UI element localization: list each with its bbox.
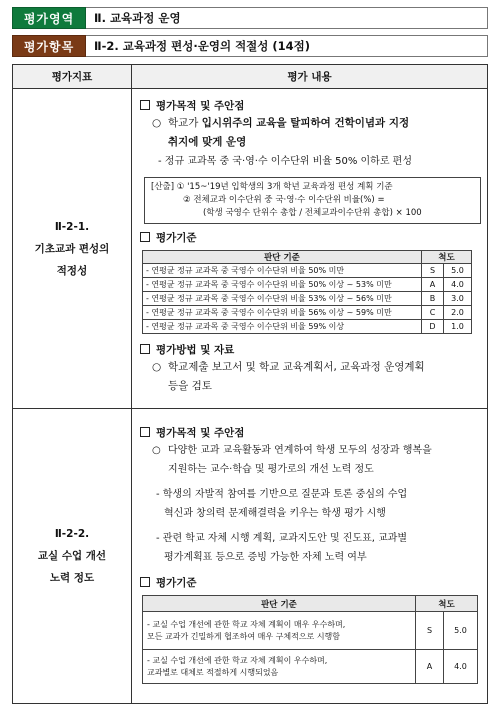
evaluation-area-header (12, 7, 488, 29)
purpose-dash-line: - 정규 교과목 중 국·영·수 이수단위 비율 50% 이하로 편성 (158, 156, 413, 167)
criteria-score: 5.0 (444, 264, 472, 278)
criteria-text: - 연평균 정규 교과목 중 국영수 이수단위 비율 50% 이상 ~ 53% 미만 (143, 278, 422, 292)
criteria-text (143, 612, 416, 650)
checkbox-square-icon (140, 344, 150, 354)
table-row (143, 320, 472, 334)
purpose-text-2: 지원하는 교수·학습 및 평가로의 개선 노력 정도 (168, 464, 374, 475)
circle-bullet-icon: ○ (152, 445, 161, 456)
purpose-text: 다양한 교과 교육활동과 연계하여 학생 모두의 성장과 행복을 (168, 445, 432, 456)
purpose-text: 학교가 (168, 117, 202, 129)
section-title (140, 340, 481, 358)
criteria-text: - 연평균 정규 교과목 중 국영수 이수단위 비율 53% 이상 ~ 56% 미만 (143, 292, 422, 306)
criteria-table (142, 595, 478, 684)
section-title-text: 평가기준 (156, 231, 197, 244)
evaluation-item-title: Ⅱ-2. 교육과정 편성·운영의 적절성 (14점) (86, 35, 488, 57)
criteria-basis-header: 판단 기준 (143, 251, 422, 264)
indicator-content-cell (132, 89, 487, 408)
criteria-basis-header: 판단 기준 (143, 596, 416, 612)
criteria-text-line2: 교과별로 대체로 적절하게 시행되었음 (147, 667, 279, 677)
circle-bullet-icon: ○ (152, 361, 162, 373)
calculation-box (144, 177, 481, 224)
section-title-text: 평가기준 (156, 576, 197, 589)
criteria-grade: C (422, 306, 444, 320)
indicator-name-cell (13, 89, 132, 408)
table-row (143, 264, 472, 278)
table-row (143, 612, 478, 650)
method-text-2: 등을 검토 (168, 380, 212, 392)
indicator-name-line2: 노력 정도 (49, 572, 95, 584)
dash-item-1-line2: 혁신과 창의력 문제해결력을 키우는 학생 평가 시행 (164, 508, 386, 519)
indicator-name-line1: 기초교과 편성의 (34, 242, 110, 255)
criteria-grade: D (422, 320, 444, 334)
indicator-name-cell (13, 409, 132, 703)
criteria-scale-header: 척도 (416, 596, 478, 612)
evaluation-area-tag: 평가영역 (12, 7, 86, 29)
section-title-text: 평가목적 및 주안점 (156, 426, 245, 439)
criteria-grade: S (422, 264, 444, 278)
dash-item-2-line2: 평가계획표 등으로 증빙 가능한 자체 노력 여부 (164, 552, 367, 563)
indicator-name-line1: 교실 수업 개선 (37, 550, 107, 562)
section-title-text: 평가목적 및 주안점 (156, 99, 245, 112)
purpose-paragraph (140, 441, 481, 479)
circle-bullet-icon: ○ (152, 117, 162, 129)
criteria-score: 2.0 (444, 306, 472, 320)
evaluation-table (12, 64, 488, 704)
section-title (140, 573, 481, 591)
table-row (143, 306, 472, 320)
table-header-row (13, 65, 487, 89)
indicator-row-2-2-2 (13, 409, 487, 703)
criteria-score: 1.0 (444, 320, 472, 334)
checkbox-square-icon (140, 232, 150, 242)
section-title-text: 평가방법 및 자료 (156, 343, 235, 356)
checkbox-square-icon (140, 577, 150, 587)
evaluation-item-header (12, 35, 488, 57)
criteria-text: - 연평균 정규 교과목 중 국영수 이수단위 비율 56% 이상 ~ 59% 미만 (143, 306, 422, 320)
dash-item-1 (140, 485, 481, 523)
calc-line: (학생 국영수 단위수 총합 / 전체교과이수단위 총합) × 100 (203, 208, 422, 218)
criteria-header-row (143, 251, 472, 264)
criteria-score: 5.0 (444, 612, 478, 650)
table-row (143, 292, 472, 306)
dash-item-2-line1: - 관련 학교 자체 시행 계획, 교과지도안 및 진도표, 교과별 (156, 533, 408, 544)
dash-item-2 (140, 529, 481, 567)
criteria-text (143, 650, 416, 684)
criteria-scale-header: 척도 (422, 251, 472, 264)
method-paragraph (140, 358, 481, 396)
purpose-bold-text: 입시위주의 교육을 탈피하여 건학이념과 지정 (201, 117, 410, 129)
criteria-header-row (143, 596, 478, 612)
criteria-text: - 연평균 정규 교과목 중 국영수 이수단위 비율 59% 이상 (143, 320, 422, 334)
checkbox-square-icon (140, 427, 150, 437)
criteria-score: 4.0 (444, 650, 478, 684)
criteria-text-line1: - 교실 수업 개선에 관한 학교 자체 계획이 매우 우수하며, (147, 619, 346, 629)
section-title (140, 228, 481, 246)
indicator-column-header: 평가지표 (13, 65, 132, 88)
purpose-paragraph (140, 114, 481, 152)
table-row (143, 278, 472, 292)
criteria-score: 4.0 (444, 278, 472, 292)
criteria-grade: B (422, 292, 444, 306)
evaluation-item-tag: 평가항목 (12, 35, 86, 57)
criteria-grade: A (416, 650, 444, 684)
purpose-bold-text-2: 취지에 맞게 운영 (168, 136, 247, 148)
calc-line: ② 전체교과 이수단위 중 국·영·수 이수단위 비율(%) = (183, 195, 385, 205)
calc-line: [산출] ① '15~'19년 입학생의 3개 학년 교육과정 편성 계획 기준 (151, 182, 393, 192)
criteria-score: 3.0 (444, 292, 472, 306)
checkbox-square-icon (140, 100, 150, 110)
dash-item-1-line1: - 학생의 자발적 참여를 기반으로 질문과 토론 중심의 수업 (156, 489, 408, 500)
criteria-grade: S (416, 612, 444, 650)
criteria-table (142, 250, 472, 334)
criteria-grade: A (422, 278, 444, 292)
indicator-id: Ⅱ-2-1. (54, 220, 90, 233)
indicator-content-cell (132, 409, 487, 703)
evaluation-area-title: Ⅱ. 교육과정 운영 (86, 7, 488, 29)
indicator-name-line2: 적정성 (56, 264, 88, 277)
indicator-id: Ⅱ-2-2. (54, 528, 90, 540)
method-text: 학교제출 보고서 및 학교 교육계획서, 교육과정 운영계획 (168, 361, 425, 373)
indicator-row-2-2-1 (13, 89, 487, 409)
criteria-text-line2: 모든 교과가 긴밀하게 협조하여 매우 구체적으로 시행함 (147, 631, 340, 641)
table-row (143, 650, 478, 684)
content-column-header: 평가 내용 (287, 71, 332, 83)
criteria-text: - 연평균 정규 교과목 중 국영수 이수단위 비율 50% 미만 (143, 264, 422, 278)
section-title (140, 423, 481, 441)
criteria-text-line1: - 교실 수업 개선에 관한 학교 자체 계획이 우수하며, (147, 655, 328, 665)
section-title (140, 96, 481, 114)
